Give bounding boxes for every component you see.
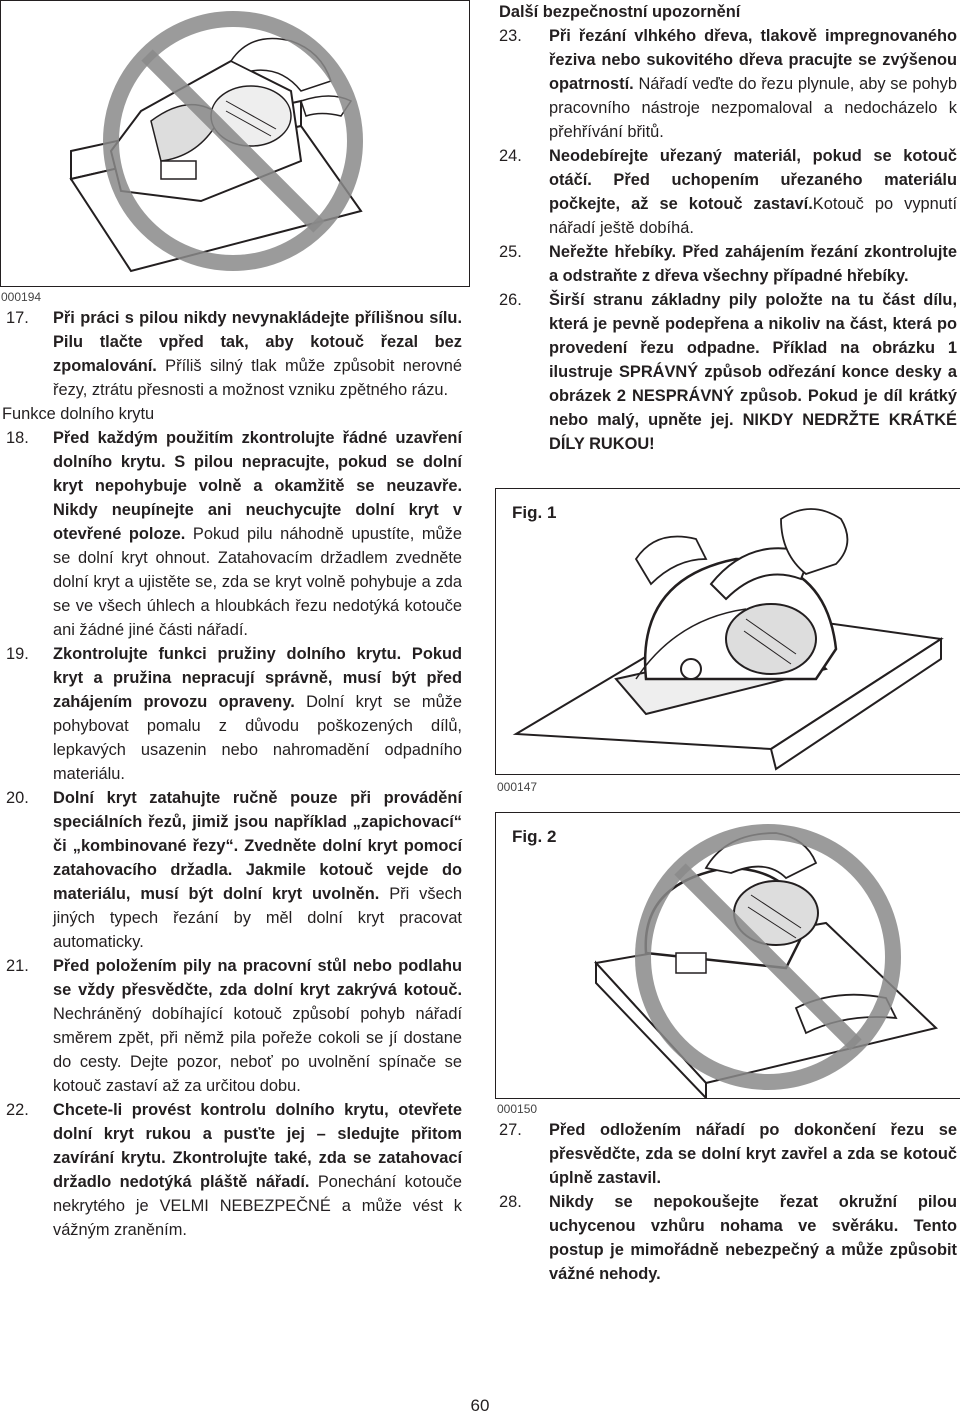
item-number: 27.	[499, 1121, 522, 1139]
item-number: 28.	[499, 1193, 522, 1211]
item-bold-text: Chcete-li provést kontrolu dolního krytu, otevřete dolní kryt rukou a pusťte jej – sledujte přitom zavírání krytu. Zkontrolujte také, zda se zatahovací držadlo nedotýká pláště nářadí.	[53, 1101, 462, 1191]
list-item-27	[499, 1118, 957, 1190]
figure-1-correct-cut	[495, 488, 960, 775]
item-bold-text: Nikdy se nepokoušejte řezat okružní pilou uchycenou vzhůru nohama ve svěráku. Tento postup je mimořádně nebezpečný a může způsobit vážné nehody.	[549, 1193, 957, 1283]
page-number: 60	[470, 1396, 490, 1415]
figure-2-label: Fig. 2	[512, 827, 557, 846]
circular-saw-correct-illustration	[496, 489, 960, 774]
item-number: 20.	[6, 789, 29, 807]
item-number: 23.	[499, 27, 522, 45]
item-bold-text: Zkontrolujte funkci pružiny dolního krytu. Pokud kryt a pružina nepracují správně, musí být před zahájením provozu opraveny.	[53, 645, 462, 711]
item-bold-text: Před každým použitím zkontrolujte řádné uzavření dolního krytu. S pilou nepracujte, pokud se dolní kryt nepohybuje volně a okamžitě se neuzavře. Nikdy neupínejte ani neuchycujte dolní kryt v otevřené poloze.	[53, 429, 462, 543]
item-number: 21.	[6, 957, 29, 975]
section-heading-lower-guard: Funkce dolního krytu	[2, 405, 155, 423]
list-item-21	[6, 954, 462, 1098]
item-text: Příliš silný tlak může způsobit nerovné řezy, ztrátu přesnosti a možnost vzniku zpětného rázu.	[53, 357, 462, 399]
item-text: Při všech jiných typech řezání by měl dolní kryt pracovat automaticky.	[53, 885, 462, 951]
item-number: 22.	[6, 1101, 29, 1119]
list-item-19	[6, 642, 462, 786]
item-bold-text: Neodebírejte uřezaný materiál, pokud se kotouč otáčí. Před uchopením uřezaného materiálu počkejte, až se kotouč zastaví.	[549, 147, 957, 213]
left-text	[2, 306, 462, 1242]
item-number: 24.	[499, 147, 522, 165]
item-number: 18.	[6, 429, 29, 447]
list-item-26	[499, 288, 957, 456]
figure-code: 000194	[1, 290, 42, 304]
item-text: Ponechání kotouče nekrytého je VELMI NEBEZPEČNÉ a může vést k vážným zraněním.	[53, 1173, 462, 1239]
right-text-top	[499, 0, 957, 456]
item-bold-text: Při práci s pilou nikdy nevynakládejte přílišnou sílu. Pilu tlačte vpřed tak, aby kotouč řezal bez zpomalování.	[53, 309, 462, 375]
list-item-22	[6, 1098, 462, 1242]
list-item-25	[499, 240, 957, 288]
item-text: Dolní kryt se může pohybovat pomalu z důvodu poškozených dílů, lepkavých usazenin nebo nahromadění odpadního materiálu.	[53, 693, 462, 783]
list-item-24	[499, 144, 957, 240]
right-text-bottom	[499, 1118, 957, 1286]
figure-prohibited-saw-top	[0, 0, 470, 287]
item-bold-text: Před odložením nářadí po dokončení řezu se přesvědčte, zda se dolní kryt zavřel a zda se kotouč úplně zastavil.	[549, 1121, 957, 1187]
item-bold-text: Širší stranu základny pily položte na tu část dílu, která je pevně podepřena a nikoliv na část, která po provedení řezu odpadne. Příklad na obrázku 1 ilustruje SPRÁVNÝ způsob odřezání konce desky a obrázek 2 NESPRÁVNÝ způsob. Pokud je díl krátký nebo malý, upněte jej. NIKDY NEDRŽTE KRÁTKÉ DÍLY RUKOU!	[549, 291, 957, 453]
list-item-23	[499, 24, 957, 144]
item-text: Nářadí veďte do řezu plynule, aby se pohyb pracovního nástroje nezpomaloval a nedocházelo k přehřívání břitů.	[549, 75, 957, 141]
circular-saw-incorrect-illustration	[496, 813, 960, 1098]
item-bold-text: Při řezání vlhkého dřeva, tlakově impregnovaného řeziva nebo sukovitého dřeva pracujte se zvýšenou opatrností.	[549, 27, 957, 93]
item-text: Nechráněný dobíhající kotouč způsobí pohyb nářadí směrem zpět, při němž pila pořeže cokoli se jí dostane do cesty. Dejte pozor, neboť po uvolnění spínače se kotouč zastaví až za určitou dobu.	[53, 1005, 462, 1095]
figure-1-label: Fig. 1	[512, 503, 557, 522]
list-item-18	[6, 426, 462, 642]
section-heading-additional-safety: Další bezpečnostní upozornění	[499, 3, 741, 21]
list-item-17	[6, 306, 462, 402]
figure-2-code: 000150	[497, 1102, 538, 1116]
list-item-28	[499, 1190, 957, 1286]
circular-saw-prohibited-illustration	[1, 1, 469, 286]
list-item-20	[6, 786, 462, 954]
item-bold-text: Dolní kryt zatahujte ručně pouze při provádění speciálních řezů, jimiž jsou například „zapichovací“ či „kombinované řezy“. Zvedněte dolní kryt pomocí zatahovacího držadla. Jakmile kotouč vejde do materiálu, musí být dolní kryt uvolněn.	[53, 789, 462, 903]
item-text: Pokud pilu náhodně upustíte, může se dolní kryt ohnout. Zatahovacím držadlem zvedněte dolní kryt a ujistěte se, zda se kryt volně pohybuje a zda se ve všech úhlech a hloubkách řezu nedotýká kotouče ani žádné jiné části nářadí.	[53, 525, 462, 639]
item-number: 26.	[499, 291, 522, 309]
figure-1-code: 000147	[497, 780, 538, 794]
item-number: 25.	[499, 243, 522, 261]
item-bold-text: Neřežte hřebíky. Před zahájením řezání zkontrolujte a odstraňte z dřeva všechny případné hřebíky.	[549, 243, 957, 285]
item-number: 17.	[6, 309, 29, 327]
item-bold-text: Před položením pily na pracovní stůl nebo podlahu se vždy přesvědčte, zda dolní kryt zakrývá kotouč.	[53, 957, 462, 999]
item-number: 19.	[6, 645, 29, 663]
item-text: Kotouč po vypnutí nářadí ještě dobíhá.	[549, 195, 957, 237]
figure-2-incorrect-cut	[495, 812, 960, 1099]
